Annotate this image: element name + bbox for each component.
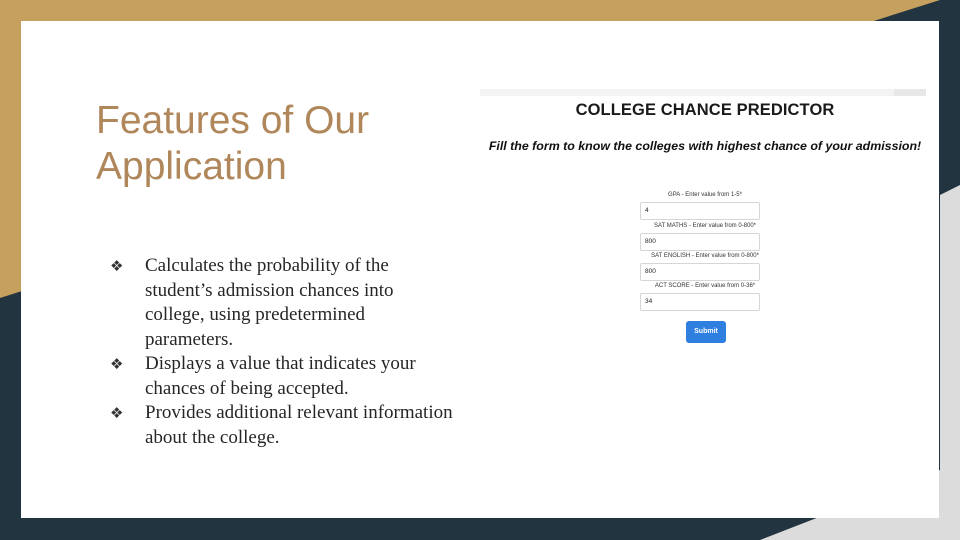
slide-title: Features of Our Application [96,99,370,188]
diamond-bullet-icon: ❖ [110,257,124,275]
sat-maths-label: SAT MATHS - Enter value from 0-800* [653,223,757,229]
diamond-bullet-icon: ❖ [110,404,124,422]
app-screenshot [480,89,926,389]
app-subtitle: Fill the form to know the colleges with highest chance of your admission! [488,139,922,153]
list-item [110,401,455,450]
act-score-input[interactable]: 34 [640,293,760,311]
feature-text: Provides additional relevant information about the college. [145,402,453,448]
browser-top-bar-end [894,89,926,96]
browser-top-bar [480,89,926,96]
submit-button[interactable]: Submit [686,321,726,343]
diamond-bullet-icon: ❖ [110,355,124,373]
gpa-label: GPA - Enter value from 1-5* [668,192,742,198]
feature-text: Calculates the probability of the student’s admission chances into college, using predetermined parameters. [145,255,394,350]
sat-maths-input[interactable]: 800 [640,233,760,251]
act-score-label: ACT SCORE - Enter value from 0-36* [654,283,756,289]
sat-english-input[interactable]: 800 [640,263,760,281]
list-item [110,254,455,352]
feature-list [110,254,455,450]
app-title: COLLEGE CHANCE PREDICTOR [575,101,835,119]
list-item [110,352,455,401]
slide-canvas [21,21,939,518]
feature-text: Displays a value that indicates your chances of being accepted. [145,353,416,399]
sat-english-label: SAT ENGLISH - Enter value from 0-800* [651,253,759,259]
gpa-input[interactable]: 4 [640,202,760,220]
